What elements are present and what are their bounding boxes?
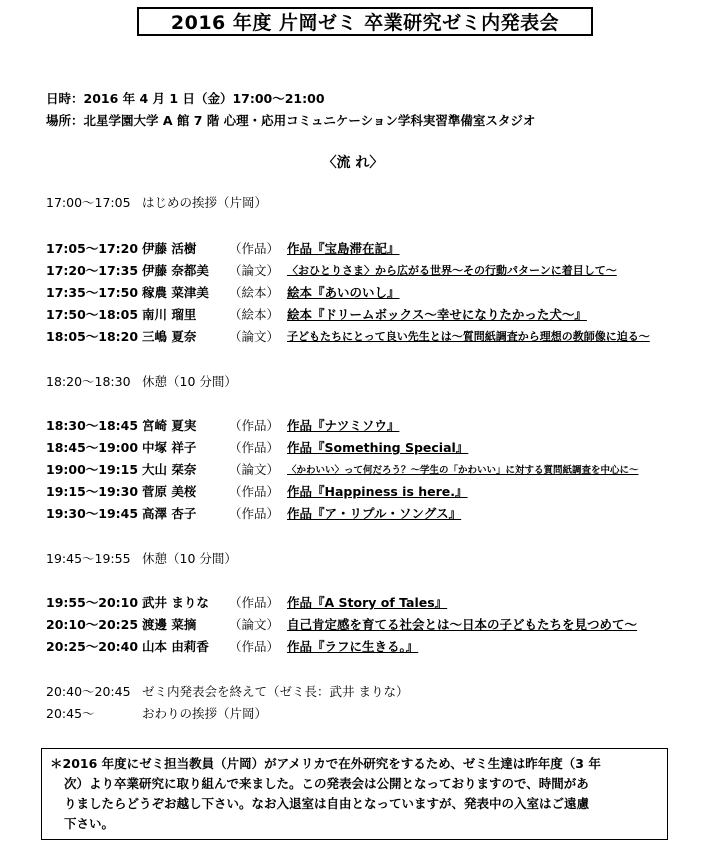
presentation-category: （作品） xyxy=(229,595,280,610)
presenter-name: 大山 栞奈 xyxy=(142,462,197,477)
presentation-category: （論文） xyxy=(229,462,280,477)
event-place: 場所：北星学園大学 A 館 7 階 心理・応用コミュニケーション学科実習準備室スタジオ xyxy=(46,113,536,128)
row-time: 19:15～19:30 xyxy=(46,484,139,499)
presentation-category: （論文） xyxy=(229,329,280,344)
presenter-name: 菅原 美桜 xyxy=(142,484,197,499)
row-label: ゼミ内発表会を終えて（ゼミ長：武井 まりな） xyxy=(142,684,409,699)
row-label: はじめの挨拶（片岡） xyxy=(142,195,268,210)
presentation-category: （絵本） xyxy=(229,307,280,322)
presenter-name: 中塚 祥子 xyxy=(142,440,197,455)
row-time: 20:10～20:25 xyxy=(46,617,139,632)
event-date: 日時：2016 年 4 月 1 日（金）17:00～21:00 xyxy=(46,91,325,106)
notice-line: りましたらどうぞお越し下さい。なお入退室は自由となっていますが、発表中の入室はご遠慮 xyxy=(64,796,590,811)
presentation-category: （作品） xyxy=(229,639,280,654)
presenter-name: 南川 瑠里 xyxy=(142,307,197,322)
row-label: 休憩（10 分間） xyxy=(142,374,237,389)
presenter-name: 渡邊 菜摘 xyxy=(142,617,197,632)
row-time: 17:50～18:05 xyxy=(46,307,139,322)
row-time: 17:35～17:50 xyxy=(46,285,139,300)
presentation-title: 作品『Something Special』 xyxy=(287,440,469,455)
notice-line: 次）より卒業研究に取り組んで来ました。この発表会は公開となっておりますので、時間があ xyxy=(64,776,589,791)
row-time: 19:45～19:55 xyxy=(46,551,131,566)
presentation-category: （論文） xyxy=(229,617,280,632)
presentation-title: 作品『宝島滞在記』 xyxy=(287,241,400,256)
row-label: 休憩（10 分間） xyxy=(142,551,237,566)
row-time: 17:00～17:05 xyxy=(46,195,131,210)
notice-box xyxy=(41,748,668,840)
presenter-name: 武井 まりな xyxy=(142,595,209,610)
presenter-name: 三嶋 夏奈 xyxy=(142,329,197,344)
presenter-name: 高澤 杏子 xyxy=(142,506,197,521)
row-time: 18:45～19:00 xyxy=(46,440,139,455)
presentation-title: 作品『ナツミソウ』 xyxy=(287,418,400,433)
notice-line: ＊2016 年度にゼミ担当教員（片岡）がアメリカで在外研究をするため、ゼミ生達は昨年度（3 年 xyxy=(50,756,601,771)
row-time: 18:05～18:20 xyxy=(46,329,139,344)
presentation-title: 〈かわいい〉って何だろう？～学生の「かわいい」に対する質問紙調査を中心に～ xyxy=(287,465,639,476)
presentation-title: 作品『ラフに生きる。』 xyxy=(287,639,419,654)
presentation-category: （作品） xyxy=(229,418,280,433)
notice-line: 下さい。 xyxy=(64,816,115,831)
presentation-category: （絵本） xyxy=(229,285,280,300)
row-time: 19:30～19:45 xyxy=(46,506,139,521)
presenter-name: 山本 由莉香 xyxy=(142,639,209,654)
presentation-category: （作品） xyxy=(229,506,280,521)
page-title: 2016 年度 片岡ゼミ 卒業研究ゼミ内発表会 xyxy=(137,7,593,36)
presentation-title: 子どもたちにとって良い先生とは～質問紙調査から理想の教師像に迫る～ xyxy=(287,330,650,343)
presentation-category: （作品） xyxy=(229,484,280,499)
presentation-title: 作品『A Story of Tales』 xyxy=(287,595,448,610)
presentation-title: 絵本『あいのいし』 xyxy=(287,285,400,300)
presentation-title: 作品『Happiness is here.』 xyxy=(287,484,468,499)
presenter-name: 伊藤 活樹 xyxy=(142,241,197,256)
presentation-title: 絵本『ドリームボックス～幸せになりたかった犬～』 xyxy=(287,307,587,322)
row-label: おわりの挨拶（片岡） xyxy=(142,706,268,721)
presentation-title: 作品『ア・リプル・ソングス』 xyxy=(287,506,462,521)
presenter-name: 宮崎 夏実 xyxy=(142,418,197,433)
row-time: 20:25～20:40 xyxy=(46,639,139,654)
presentation-title: 〈おひとりさま〉から広がる世界～その行動パターンに着目して～ xyxy=(287,264,617,277)
row-time: 19:00～19:15 xyxy=(46,462,139,477)
row-time: 18:20～18:30 xyxy=(46,374,131,389)
flow-heading: 〈流 れ〉 xyxy=(322,155,384,171)
presenter-name: 伊藤 奈都美 xyxy=(142,263,209,278)
row-time: 17:20～17:35 xyxy=(46,263,139,278)
row-time: 18:30～18:45 xyxy=(46,418,139,433)
presentation-title: 自己肯定感を育てる社会とは～日本の子どもたちを見つめて～ xyxy=(287,617,638,632)
presenter-name: 稼農 菜津美 xyxy=(142,285,209,300)
presentation-category: （論文） xyxy=(229,263,280,278)
presentation-category: （作品） xyxy=(229,241,280,256)
presentation-category: （作品） xyxy=(229,440,280,455)
row-time: 17:05～17:20 xyxy=(46,241,139,256)
row-time: 20:40～20:45 xyxy=(46,684,131,699)
row-time: 19:55～20:10 xyxy=(46,595,139,610)
row-time: 20:45～ xyxy=(46,706,95,721)
